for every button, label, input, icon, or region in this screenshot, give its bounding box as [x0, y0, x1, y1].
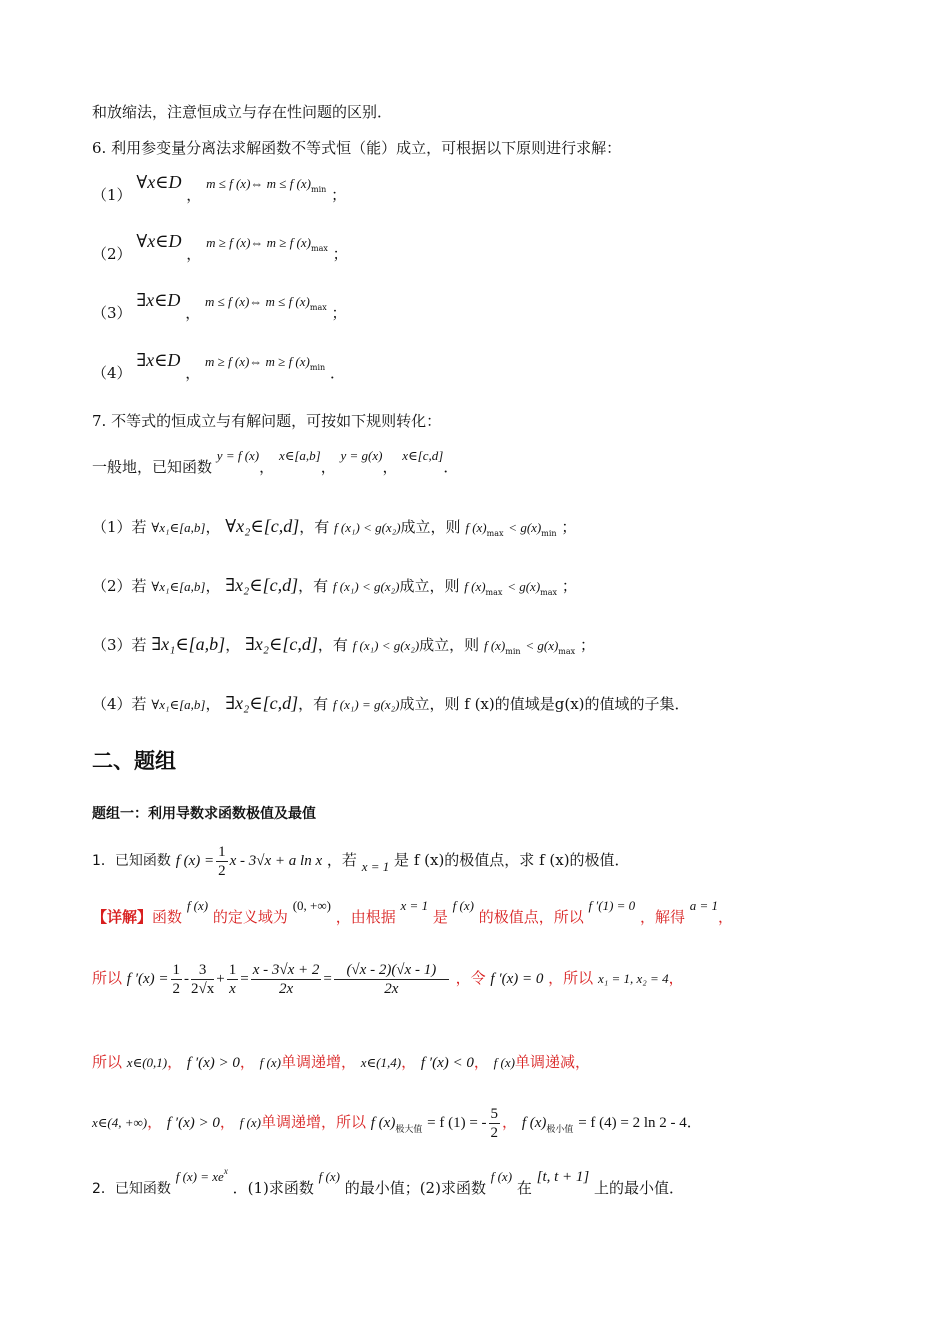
text: 的极值点，所以: [478, 908, 584, 926]
text: ，令: [455, 969, 486, 987]
text: 单调递增，: [280, 1053, 356, 1071]
math: f (x): [239, 1115, 261, 1130]
operator: < g(x): [507, 579, 541, 594]
conclusion: f (x): [465, 520, 487, 535]
q2-prefix: 2．已知函数: [92, 1181, 171, 1197]
detail-line-4: [92, 1102, 702, 1150]
q1: ∃x₁∈[a,b]: [151, 634, 226, 654]
sub-1: min: [505, 647, 521, 656]
math: f (x): [186, 898, 209, 913]
row-label: （4）: [92, 364, 132, 382]
text: 函数: [152, 908, 183, 926]
row-end: ；: [331, 186, 347, 204]
given-g: y = g(x): [340, 448, 383, 463]
item6-title: 6. 利用参变量分离法求解函数不等式恒（能）成立，可根据以下原则进行求解：: [92, 139, 622, 157]
text: ，解得: [639, 908, 685, 926]
math: f (x): [370, 1115, 396, 1131]
q2: ∃x₂∈[c,d]: [225, 693, 299, 713]
comma: ，: [225, 636, 241, 654]
sub-2: max: [558, 647, 576, 656]
chengli: 成立，则: [400, 518, 461, 536]
text: ，: [219, 1113, 235, 1131]
frac-den: 2x: [384, 980, 399, 997]
row-label: （1）: [92, 186, 132, 204]
row-label: （2）: [92, 245, 132, 263]
quantifier: ∀x∈D: [136, 172, 182, 192]
math: f ′(x) > 0: [186, 1055, 240, 1071]
comma: ，: [205, 577, 221, 595]
comma: ，: [320, 458, 336, 476]
chengli: 成立，则: [399, 695, 460, 713]
math: (0, +∞): [292, 898, 331, 913]
q1-prefix: 1．已知函数: [92, 853, 171, 869]
condition: m ≤ f (x)⇔ m ≤ f (x): [204, 294, 310, 309]
row-label: （4）: [92, 695, 132, 713]
row-label: （3）: [92, 636, 132, 654]
text: ，: [147, 1113, 163, 1131]
section-title: 二、题组: [92, 749, 176, 773]
ruo: 若: [131, 577, 147, 595]
question-2: [92, 1166, 685, 1200]
conclusion: f (x): [483, 638, 506, 653]
quantifier: ∃x∈D: [136, 290, 181, 310]
q1: ∀x₁∈[a,b]: [151, 697, 206, 712]
chengli: 成立，则: [399, 577, 460, 595]
math: +: [216, 971, 225, 987]
text: ．: [686, 1113, 702, 1131]
sub-1: max: [485, 588, 503, 597]
comma: ，: [186, 186, 202, 204]
math: f (x): [318, 1169, 340, 1184]
math: [t, t + 1]: [536, 1169, 590, 1185]
q2: ∃x₂∈[c,d]: [245, 634, 318, 654]
group-title: 题组一：利用导数求函数极值及最值: [92, 806, 316, 822]
superscript: x: [223, 1166, 228, 1176]
row-end: ；: [561, 518, 577, 536]
frac-den: 2√x: [191, 980, 215, 997]
frac-den: 2: [172, 980, 181, 997]
frac-den: 2x: [278, 980, 294, 997]
frac-den: 2: [490, 1124, 499, 1141]
math: f (x): [259, 1055, 281, 1070]
text: ，由根据: [335, 908, 396, 926]
you: ，有: [298, 695, 329, 713]
text: 所以: [92, 969, 123, 987]
subscript: max: [309, 303, 327, 312]
text: ，: [167, 1053, 183, 1071]
period: ．: [443, 458, 459, 476]
math: f ′(x) > 0: [166, 1115, 220, 1131]
item7-title: 7. 不等式的恒成立与有解问题，可按如下规则转化：: [92, 412, 442, 430]
text: 单调递减，: [514, 1053, 590, 1071]
q2: ∀x₂∈[c,d]: [225, 516, 300, 536]
q1-rest: x - 3√x + a ln x: [229, 853, 323, 869]
item7-row-1: [92, 515, 576, 545]
math: x∈(0,1): [126, 1055, 168, 1070]
math: x = 1: [400, 898, 429, 913]
subscript: min: [309, 363, 326, 372]
comma: ，: [185, 364, 201, 382]
frac-den: x: [229, 980, 236, 997]
comma: ，: [205, 518, 221, 536]
you: ，有: [299, 518, 330, 536]
math: = f (1) = -: [427, 1115, 487, 1131]
math: a = 1: [689, 898, 719, 913]
math: = f (4) = 2 ln 2 - 4: [578, 1115, 687, 1131]
ruo: 若: [131, 518, 147, 536]
frac: [489, 1105, 501, 1142]
text: 的定义域为: [212, 908, 288, 926]
item6-row-4: [92, 350, 345, 391]
row-label: （2）: [92, 577, 132, 595]
math: f (x): [521, 1115, 547, 1131]
math: x∈(4, +∞): [92, 1115, 148, 1130]
text: ，所以: [548, 969, 594, 987]
frac: [171, 961, 183, 998]
text: ，: [239, 1053, 255, 1071]
math: f ′(x) = 0: [490, 971, 544, 987]
text: 是: [432, 908, 448, 926]
q1-frac: [216, 843, 228, 880]
math: f (x): [490, 1169, 513, 1184]
math: f ′(1) = 0: [588, 898, 636, 913]
math: f ′(x) < 0: [420, 1055, 474, 1071]
given-x-cd: x∈[c,d]: [402, 448, 444, 463]
frac-num: 1: [228, 961, 237, 978]
sub-2: min: [541, 529, 557, 538]
given-prefix: 一般地，已知函数: [92, 458, 213, 476]
detail-line-2: [92, 958, 684, 999]
frac: [334, 961, 449, 998]
frac-num: (√x - 2)(√x - 1): [334, 961, 449, 980]
subscript: 极大值: [395, 1125, 423, 1135]
text: 所以: [92, 1053, 123, 1071]
item6-row-2: [92, 231, 348, 272]
row-label: （3）: [92, 304, 132, 322]
frac-num: x - 3√x + 2: [252, 961, 320, 978]
frac-num: 3: [191, 961, 214, 980]
math: x₁ = 1, x₂ = 4: [597, 971, 669, 986]
comma: ，: [186, 245, 202, 263]
q1-cond: x = 1: [361, 859, 390, 874]
frac-den: 2: [218, 862, 226, 879]
subscript: min: [310, 185, 327, 194]
row-end: ；: [579, 636, 595, 654]
text: ，: [668, 969, 684, 987]
operator: < g(x): [508, 520, 542, 535]
q1-mid: ，若: [326, 851, 357, 869]
text: 上的最小值．: [594, 1179, 685, 1197]
conclusion-text: f (x)的值域是g(x)的值域的子集．: [464, 695, 690, 713]
math: f ′(x) =: [126, 971, 169, 987]
detail-tag: 【详解】: [92, 908, 153, 926]
text: 的最小值；(2)求函数: [344, 1179, 486, 1197]
conclusion: f (x): [464, 579, 486, 594]
detail-line-3: [92, 1051, 590, 1074]
text: ，: [473, 1053, 489, 1071]
subscript: max: [310, 244, 328, 253]
text: ，: [718, 908, 734, 926]
frac-num: 1: [172, 961, 181, 978]
row-end: ；: [331, 304, 347, 322]
math: =: [240, 971, 249, 987]
frac-num: 1: [218, 843, 226, 860]
frac: [251, 961, 322, 998]
item7-row-3: [92, 633, 595, 663]
quantifier: ∀x∈D: [136, 231, 182, 251]
you: ，有: [298, 577, 329, 595]
row-end: ．: [329, 364, 345, 382]
text: ．(1)求函数: [232, 1179, 314, 1197]
chengli: 成立，则: [419, 636, 480, 654]
condition: m ≥ f (x)⇔ m ≥ f (x): [204, 354, 310, 369]
ruo: 若: [131, 695, 147, 713]
you: ，有: [317, 636, 348, 654]
comma: ，: [259, 458, 275, 476]
item7-row-2: [92, 574, 577, 604]
row-end: ；: [332, 245, 348, 263]
q2: ∃x₂∈[c,d]: [225, 575, 299, 595]
math: x∈(1,4): [360, 1055, 402, 1070]
detail-line-1: [92, 898, 734, 929]
comma: ，: [205, 695, 221, 713]
text: ，: [401, 1053, 417, 1071]
subscript: 极小值: [546, 1125, 574, 1135]
text: 单调递增，所以: [260, 1113, 366, 1131]
q1-fx: f (x) =: [175, 853, 215, 869]
given-x-ab: x∈[a,b]: [278, 448, 321, 463]
row-end: ；: [561, 577, 577, 595]
item7-given: [92, 448, 459, 479]
frac-num: 5: [490, 1105, 499, 1122]
math: f (x): [493, 1055, 515, 1070]
ruo: 若: [131, 636, 147, 654]
text: 在: [516, 1179, 532, 1197]
quantifier: ∃x∈D: [136, 350, 181, 370]
item6-row-3: [92, 290, 347, 331]
relation: f (x₁) < g(x₂): [352, 638, 420, 653]
q1: ∀x₁∈[a,b]: [151, 520, 206, 535]
condition: m ≥ f (x)⇔ m ≥ f (x): [206, 235, 311, 250]
relation: f (x₁) < g(x₂): [334, 520, 401, 535]
math: f (x) = xe: [175, 1169, 224, 1184]
math: =: [323, 971, 332, 987]
q1: ∀x₁∈[a,b]: [151, 579, 206, 594]
q1-tail: 是 f (x)的极值点，求 f (x)的极值．: [394, 851, 630, 869]
given-f: y = f (x): [216, 448, 260, 463]
sub-2: max: [540, 588, 558, 597]
frac: [227, 961, 239, 998]
sub-1: max: [486, 529, 504, 538]
text: ，: [502, 1113, 518, 1131]
question-1: [92, 842, 630, 880]
comma: ，: [382, 458, 398, 476]
relation: f (x₁) < g(x₂): [332, 579, 400, 594]
intro-line: 和放缩法，注意恒成立与存在性问题的区别．: [92, 103, 393, 121]
item7-row-4: [92, 692, 690, 716]
math: -: [184, 971, 190, 987]
item6-row-1: [92, 172, 347, 213]
row-label: （1）: [92, 518, 132, 536]
frac: [191, 961, 214, 998]
operator: < g(x): [525, 638, 559, 653]
math: f (x): [452, 898, 474, 913]
relation: f (x₁) = g(x₂): [332, 697, 400, 712]
comma: ，: [185, 304, 201, 322]
condition: m ≤ f (x)⇔ m ≤ f (x): [206, 176, 311, 191]
